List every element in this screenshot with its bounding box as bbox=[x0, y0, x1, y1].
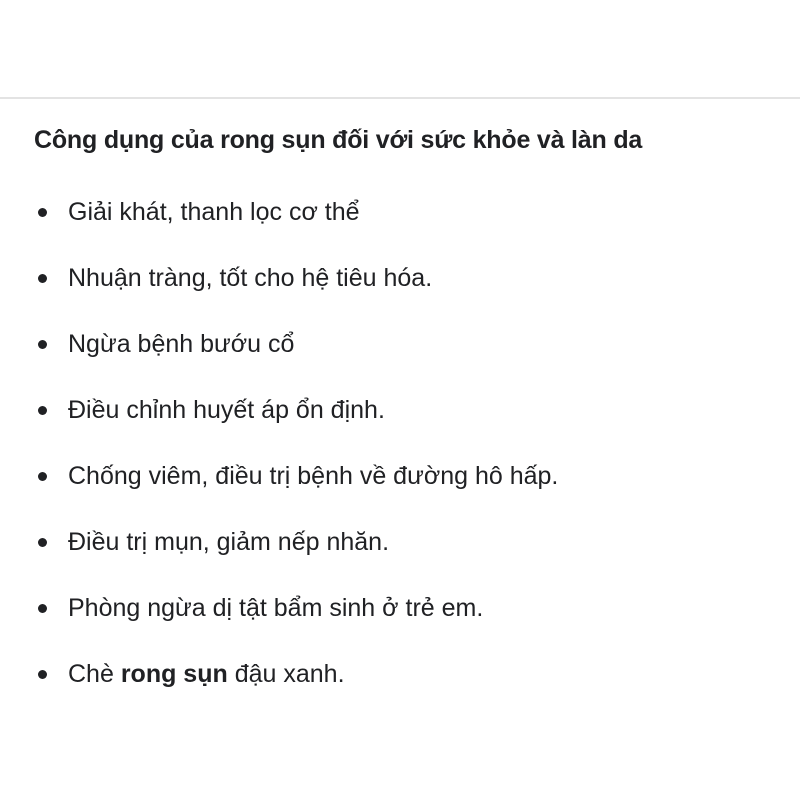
bullet-icon bbox=[38, 274, 47, 283]
list-item-text: Điều trị mụn, giảm nếp nhăn. bbox=[68, 528, 390, 556]
bullet-icon bbox=[38, 208, 47, 217]
bullet-icon bbox=[38, 340, 47, 349]
benefits-list bbox=[38, 192, 558, 720]
list-item-text: Giải khát, thanh lọc cơ thể bbox=[68, 198, 360, 226]
bullet-icon bbox=[38, 472, 47, 481]
bullet-icon bbox=[38, 670, 47, 679]
list-item bbox=[38, 390, 558, 456]
list-item-text bbox=[68, 654, 345, 694]
list-item-text-before: Chè bbox=[68, 660, 121, 688]
bullet-icon bbox=[38, 406, 47, 415]
list-item bbox=[38, 456, 558, 522]
bullet-icon bbox=[38, 604, 47, 613]
list-item bbox=[38, 258, 558, 324]
list-item-text: Chống viêm, điều trị bệnh về đường hô hấp. bbox=[68, 462, 559, 490]
list-item-text-after: đậu xanh. bbox=[227, 660, 345, 688]
list-item bbox=[38, 522, 558, 588]
list-item bbox=[38, 654, 558, 720]
section-heading: Công dụng của rong sụn đối với sức khỏe và làn da bbox=[34, 126, 643, 154]
list-item-text: Ngừa bệnh bướu cổ bbox=[68, 330, 295, 358]
list-item bbox=[38, 192, 558, 258]
list-item bbox=[38, 588, 558, 654]
bullet-icon bbox=[38, 538, 47, 547]
list-item-text: Nhuận tràng, tốt cho hệ tiêu hóa. bbox=[68, 264, 433, 292]
list-item-text: Phòng ngừa dị tật bẩm sinh ở trẻ em. bbox=[68, 594, 484, 622]
list-item-text-bold: rong sụn bbox=[120, 660, 228, 688]
top-divider bbox=[0, 97, 800, 99]
list-item bbox=[38, 324, 558, 390]
list-item-text: Điều chỉnh huyết áp ổn định. bbox=[68, 396, 385, 424]
